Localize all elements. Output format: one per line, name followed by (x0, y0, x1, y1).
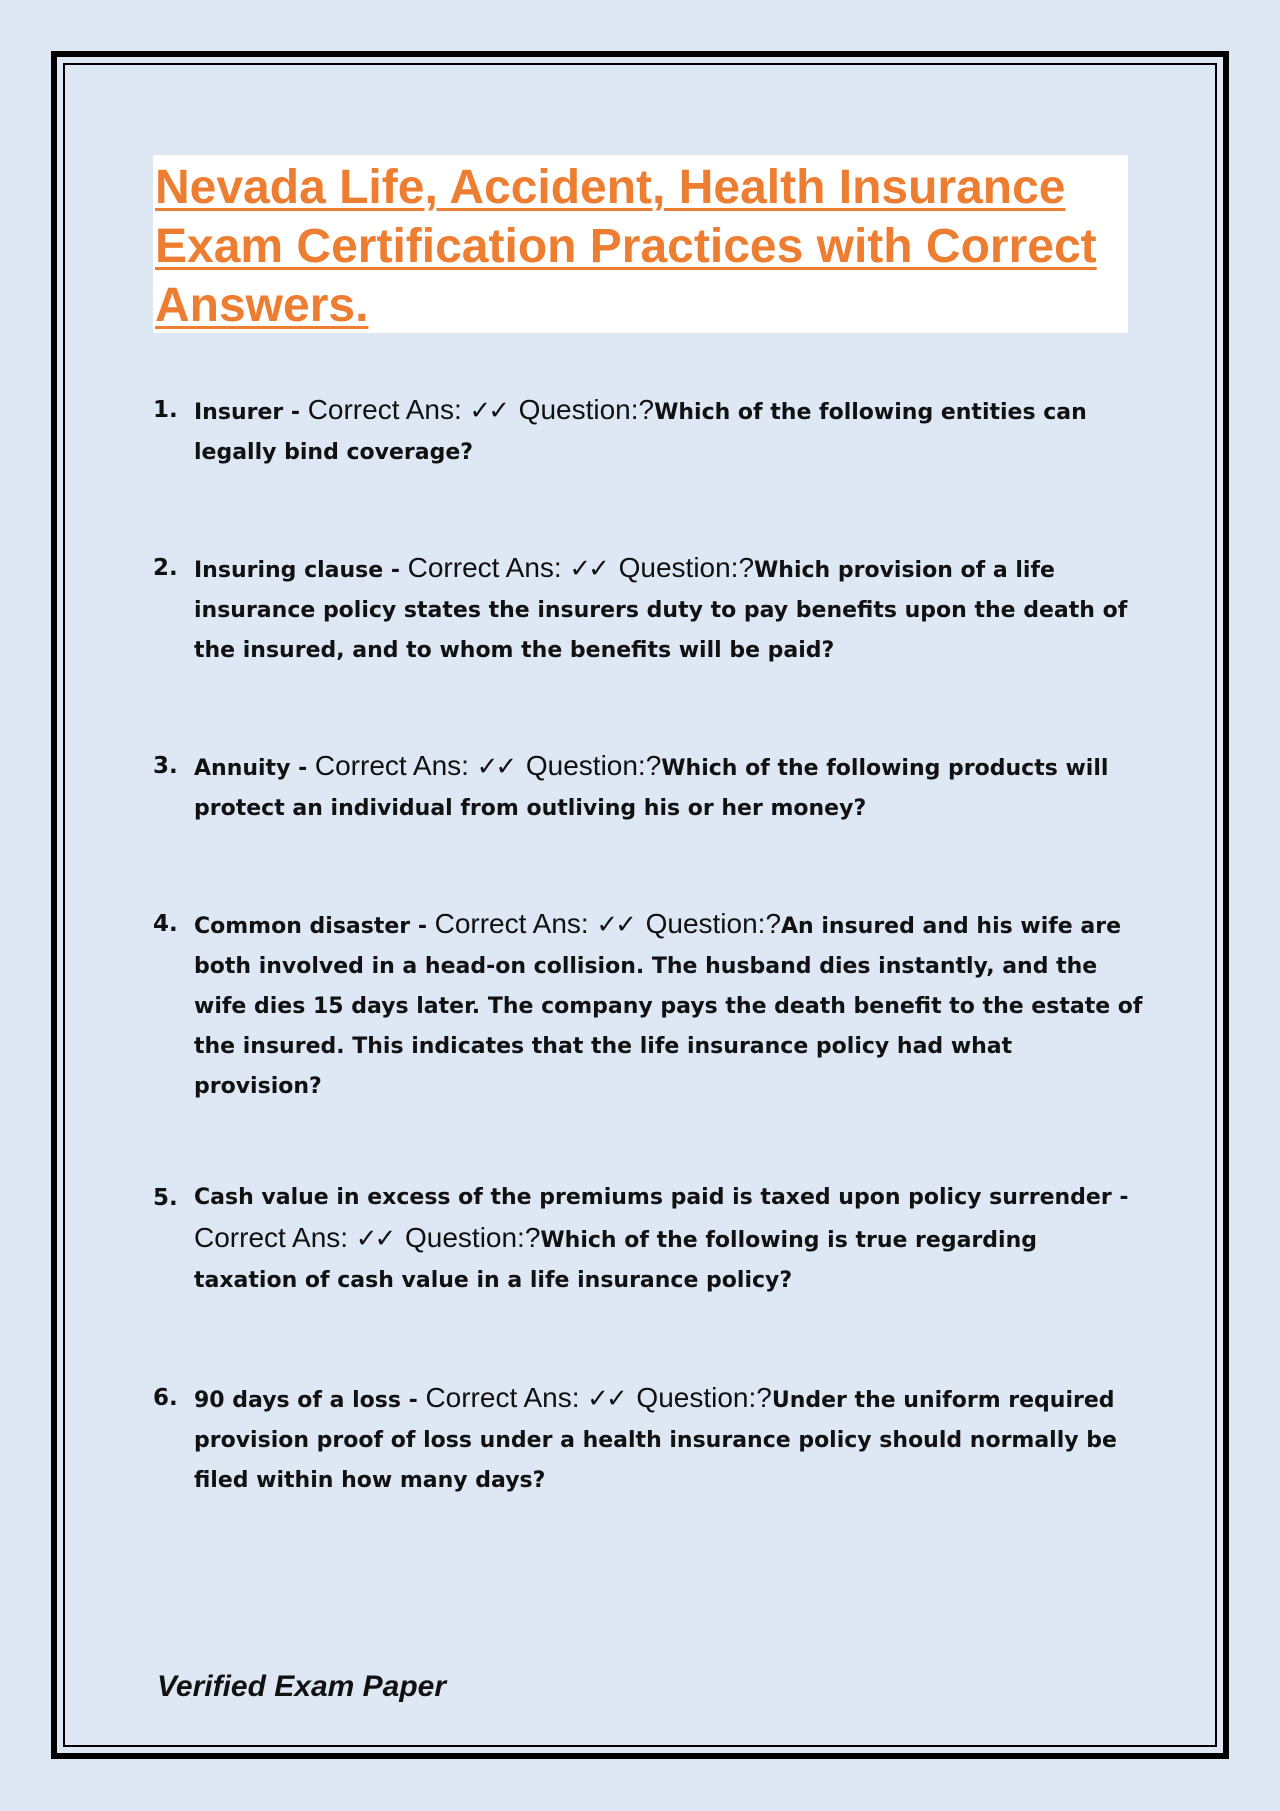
item-question: Which of the following products will protect an individual from outliving his or her money? (194, 756, 1109, 821)
correct-ans-label: Correct Ans: (407, 552, 562, 583)
item-question: Which of the following entities can legally bind coverage? (194, 400, 1087, 465)
item-answer: Annuity (194, 756, 291, 781)
item-question: Which provision of a life insurance policy states the insurers duty to pay benefits upon the death of the insured, and to whom the benefits will be paid? (194, 558, 1128, 663)
correct-ans-label: Correct Ans: (194, 1222, 349, 1253)
question-label: Question:? (404, 1222, 541, 1253)
correct-ans-label: Correct Ans: (307, 394, 462, 425)
item-number: 6. (153, 1385, 178, 1411)
item-text: Insurer - Correct Ans: ✓✓ Question:?Which of the following entities can legally bind coverage? (194, 394, 1087, 465)
item-answer: Cash value in excess of the premiums paid is taxed upon policy surrender (194, 1185, 1112, 1210)
list-item (153, 548, 1143, 671)
item-question: Under the uniform required provision proof of loss under a health insurance policy should normally be filed within how many days? (194, 1388, 1117, 1493)
item-number: 2. (153, 555, 178, 581)
correct-ans-label: Correct Ans: (425, 1382, 580, 1413)
double-check-icon: ✓✓ (587, 1384, 625, 1414)
item-question: Which of the following is true regarding taxation of cash value in a life insurance policy? (194, 1228, 1037, 1293)
item-text: Insuring clause - Correct Ans: ✓✓ Question:?Which provision of a life insurance policy states the insurers duty to pay benefits upon the death of the insured, and to whom the benefits will be paid? (194, 552, 1128, 663)
item-number: 1. (153, 397, 178, 423)
question-label: Question:? (645, 908, 782, 939)
list-item (153, 904, 1143, 1107)
item-question: An insured and his wife are both involved in a head-on collision. The husband dies instantly, and the wife dies 15 days later. The company pays the death benefit to the estate of the insured. This indicates that the life insurance policy had what provision? (194, 914, 1143, 1099)
item-answer: Insuring clause (194, 558, 384, 583)
question-label: Question:? (525, 750, 662, 781)
item-number: 5. (153, 1185, 178, 1211)
item-text: Cash value in excess of the premiums paid is taxed upon policy surrender - Correct Ans: ✓✓ Question:?Which of the following is true regarding taxation of cash value in a life insurance policy? (194, 1185, 1129, 1293)
correct-ans-label: Correct Ans: (434, 908, 589, 939)
list-item (153, 1378, 1143, 1501)
list-item (153, 1178, 1143, 1301)
document-title: Nevada Life, Accident, Health Insurance Exam Certification Practices with Correct Answers. (155, 161, 1097, 332)
correct-ans-label: Correct Ans: (314, 750, 469, 781)
double-check-icon: ✓✓ (355, 1224, 394, 1254)
item-answer: 90 days of a loss (194, 1388, 401, 1413)
question-label: Question:? (618, 552, 755, 583)
footer-label: Verified Exam Paper (157, 1670, 447, 1703)
item-answer: Common disaster (194, 914, 411, 939)
item-number: 3. (153, 753, 178, 779)
double-check-icon: ✓✓ (476, 752, 515, 782)
question-label: Question:? (636, 1382, 772, 1413)
item-number: 4. (153, 911, 178, 937)
double-check-icon: ✓✓ (569, 554, 607, 584)
double-check-icon: ✓✓ (469, 396, 507, 426)
item-answer: Insurer (194, 400, 284, 425)
double-check-icon: ✓✓ (596, 910, 634, 940)
list-item (153, 390, 1143, 473)
item-text: Common disaster - Correct Ans: ✓✓ Question:?An insured and his wife are both involved in a head-on collision. The husband dies instantly, and the wife dies 15 days later. The company pays the death benefit to the estate of the insured. This indicates that the life insurance policy had what provision? (194, 908, 1143, 1099)
item-text: Annuity - Correct Ans: ✓✓ Question:?Which of the following products will protect an individual from outliving his or her money? (194, 750, 1109, 821)
question-label: Question:? (518, 394, 655, 425)
item-text: 90 days of a loss - Correct Ans: ✓✓ Question:?Under the uniform required provision proof of loss under a health insurance policy should normally be filed within how many days? (194, 1382, 1117, 1493)
list-item (153, 746, 1143, 829)
